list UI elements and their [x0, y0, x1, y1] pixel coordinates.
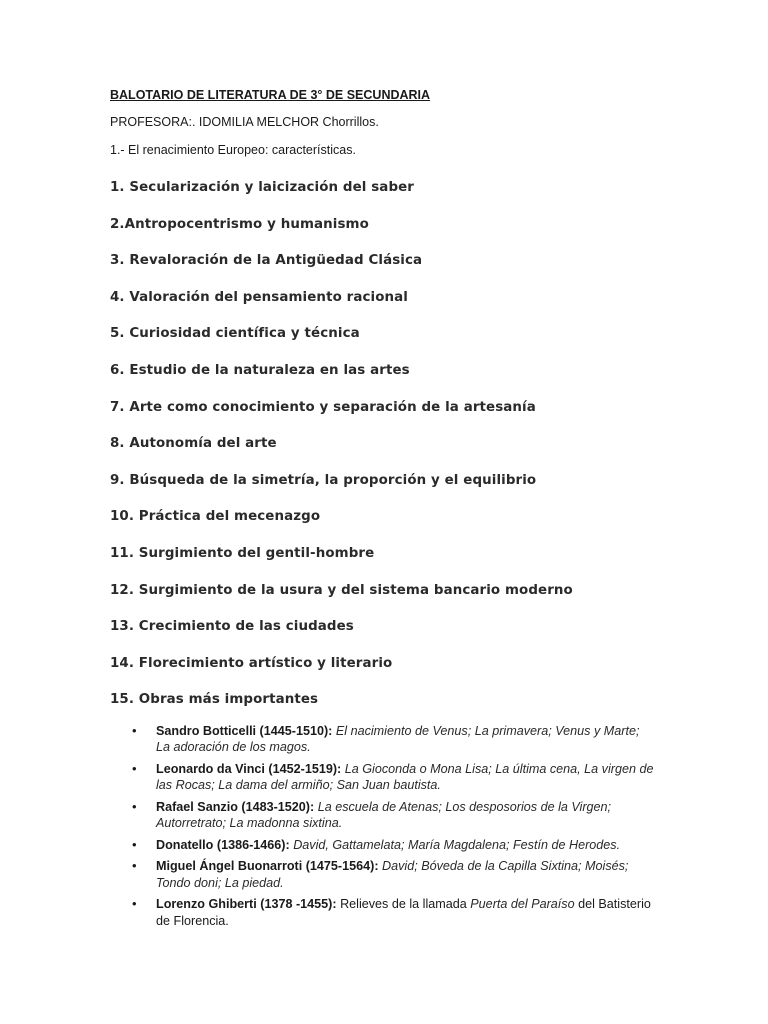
artist-works: La Gioconda o Mona Lisa; La última cena, La virgen de las Rocas; La dama del armiño; San Juan bautista.: [156, 761, 654, 793]
list-item: [110, 858, 656, 891]
works-list: [110, 723, 670, 930]
list-item: [110, 837, 656, 854]
artist-name: Rafael Sanzio (1483-1520):: [156, 799, 315, 814]
list-item: [110, 723, 656, 756]
characteristic-item: 10. Práctica del mecenazgo: [110, 509, 321, 525]
list-item: [110, 896, 656, 929]
characteristic-item: 12. Surgimiento de la usura y del sistema bancario moderno: [110, 582, 573, 598]
artist-works: El nacimiento de Venus; La primavera; Venus y Marte; La adoración de los magos.: [156, 723, 640, 755]
document-page: [110, 86, 670, 934]
bullet-icon: •: [132, 896, 137, 912]
document-title: BALOTARIO DE LITERATURA DE 3° DE SECUNDARIA: [110, 88, 431, 102]
artist-works: David; Bóveda de la Capilla Sixtina; Moisés; Tondo doni; La piedad.: [156, 859, 629, 890]
characteristic-item: 1. Secularización y laicización del saber: [110, 180, 415, 195]
list-item: [110, 761, 656, 794]
bullet-icon: •: [132, 836, 137, 852]
artist-works: La escuela de Atenas; Los desposorios de la Virgen; Autorretrato; La madonna sixtina.: [156, 799, 612, 831]
artist-name: Sandro Botticelli (1445-1510):: [156, 723, 333, 738]
characteristic-item: 4. Valoración del pensamiento racional: [110, 289, 408, 305]
characteristics-list: [110, 178, 670, 727]
characteristic-item: 6. Estudio de la naturaleza en las artes: [110, 362, 410, 378]
characteristic-item: 3. Revaloración de la Antigüedad Clásica: [110, 253, 423, 269]
characteristic-item: 15. Obras más importantes: [110, 692, 319, 708]
artist-works: David, Gattamelata; María Magdalena; Festín de Herodes.: [293, 837, 621, 852]
list-item: [110, 799, 656, 832]
bullet-icon: •: [132, 858, 137, 874]
teacher-line: PROFESORA:. IDOMILIA MELCHOR Chorrillos.: [110, 115, 379, 129]
characteristic-item: 11. Surgimiento del gentil-hombre: [110, 545, 375, 561]
characteristic-item: 14. Florecimiento artístico y literario: [110, 655, 393, 671]
bullet-icon: •: [132, 722, 137, 738]
characteristic-item: 5. Curiosidad científica y técnica: [110, 326, 360, 342]
artist-name: Lorenzo Ghiberti (1378 -1455):: [156, 897, 337, 912]
characteristic-item: 9. Búsqueda de la simetría, la proporción y el equilibrio: [110, 472, 537, 488]
characteristic-item: 13. Crecimiento de las ciudades: [110, 619, 354, 635]
artist-name: Leonardo da Vinci (1452-1519):: [156, 761, 342, 776]
topic-heading: 1.- El renacimiento Europeo: características.: [110, 143, 356, 157]
characteristic-item: 8. Autonomía del arte: [110, 436, 277, 452]
bullet-icon: •: [132, 760, 137, 776]
characteristic-item: 2.Antropocentrismo y humanismo: [110, 216, 369, 232]
works-prefix: Relieves de la llamada: [340, 897, 467, 912]
artist-name: Miguel Ángel Buonarroti (1475-1564):: [156, 859, 379, 874]
characteristic-item: 7. Arte como conocimiento y separación de la artesanía: [110, 399, 536, 415]
artist-name: Donatello (1386-1466):: [156, 837, 290, 852]
bullet-icon: •: [132, 798, 137, 814]
works-suffix: del Batisterio de Florencia.: [156, 897, 651, 928]
artist-works: Puerta del Paraíso: [470, 897, 575, 912]
